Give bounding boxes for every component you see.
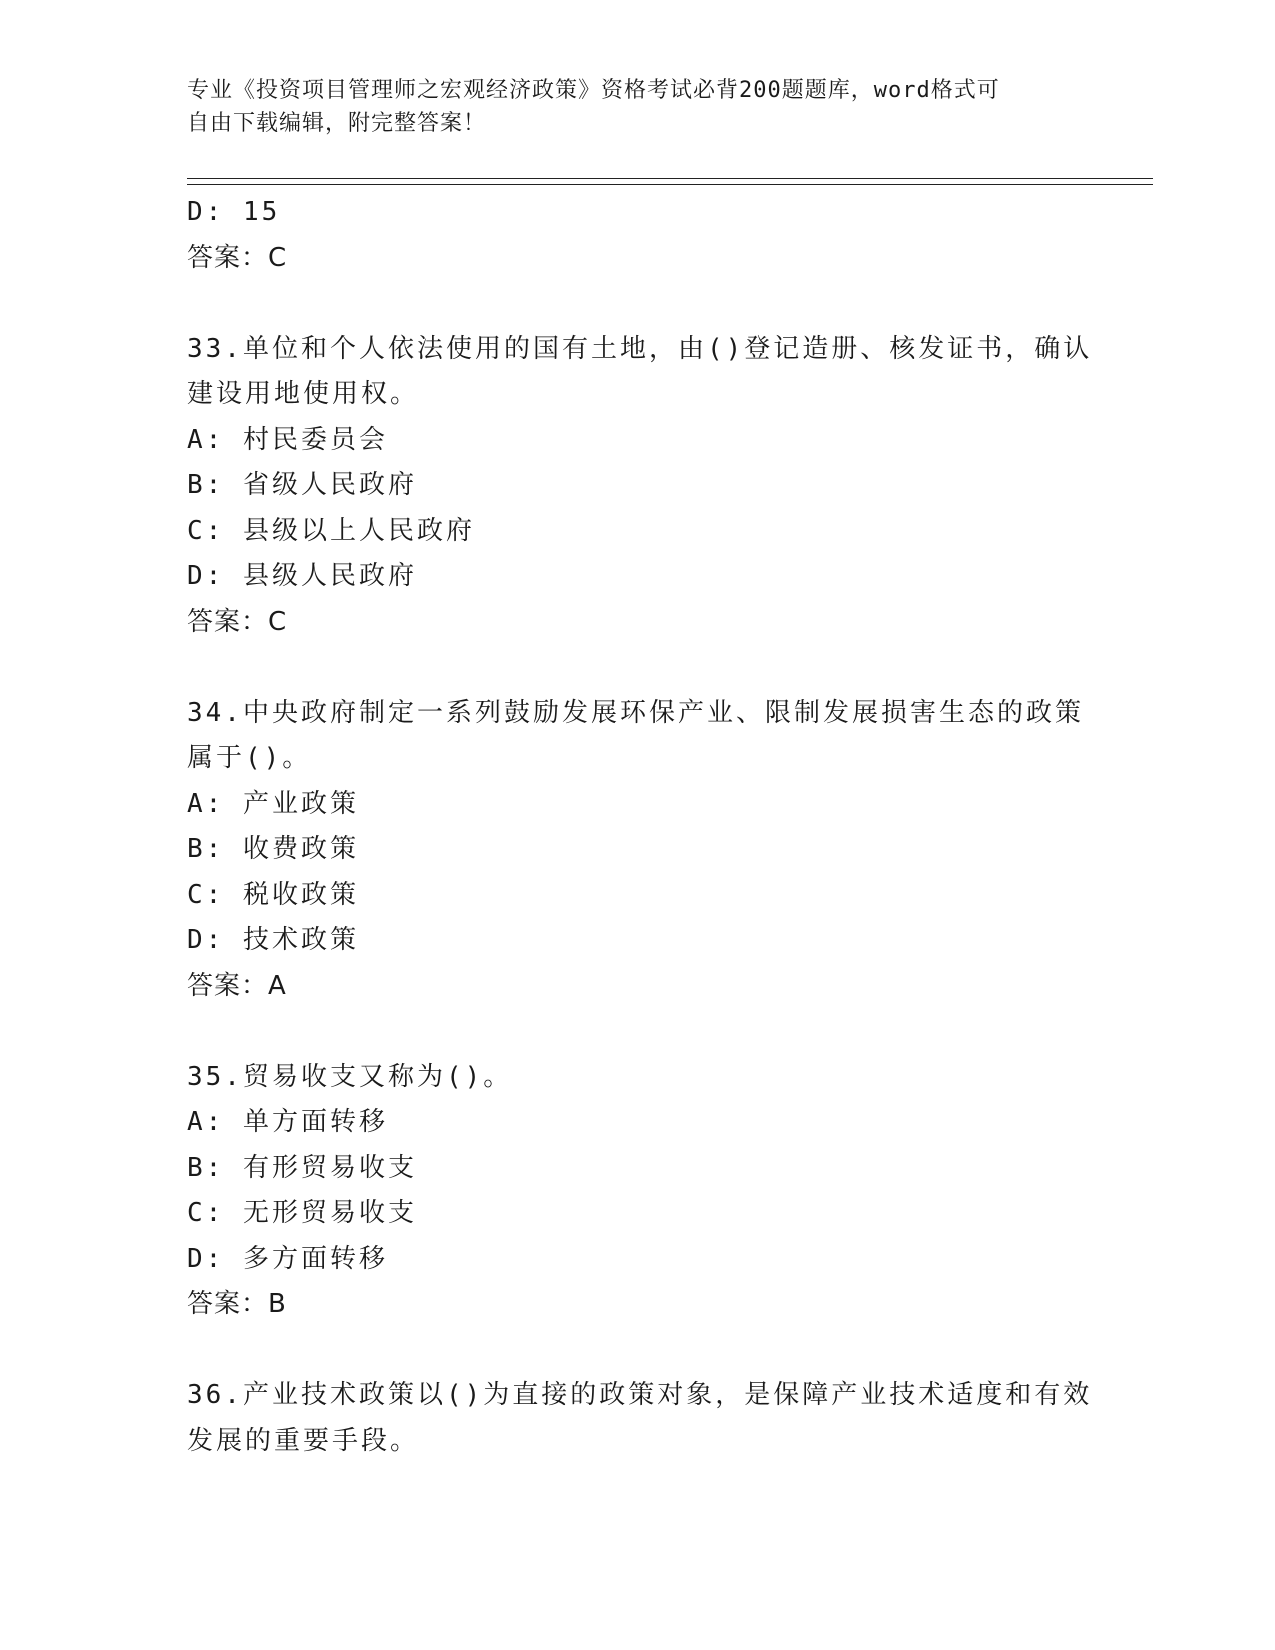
question-text-cont: 建设用地使用权。 [187, 379, 420, 409]
option-b: B: 省级人民政府 [187, 470, 417, 500]
header-divider-bottom [187, 184, 1153, 185]
question-text-cont: 属于()。 [187, 743, 312, 773]
answer: 答案：B [187, 1289, 287, 1319]
option-b: B: 收费政策 [187, 834, 359, 864]
option-d: D: 技术政策 [187, 925, 359, 955]
answer: 答案：C [187, 242, 288, 273]
option-c: C: 无形贸易收支 [187, 1198, 417, 1228]
question-34 [187, 691, 1087, 1010]
page-header [187, 74, 1087, 140]
question-list [187, 190, 1093, 1464]
question-text: 36.产业技术政策以()为直接的政策对象，是保障产业技术适度和有效 [187, 1380, 1093, 1410]
option-c: C: 县级以上人民政府 [187, 515, 475, 546]
answer: 答案：A [187, 970, 287, 1001]
option-a: A: 产业政策 [187, 788, 359, 819]
question-text: 34.中央政府制定一系列鼓励发展环保产业、限制发展损害生态的政策 [187, 697, 1084, 728]
option-a: A: 单方面转移 [187, 1107, 388, 1137]
question-text: 35.贸易收支又称为()。 [187, 1061, 513, 1092]
header-line-1: 专业《投资项目管理师之宏观经济政策》资格考试必背200题题库，word格式可 [187, 78, 1000, 103]
option-d: D: 多方面转移 [187, 1243, 388, 1274]
option-a: A: 村民委员会 [187, 424, 388, 455]
header-line-2: 自由下载编辑，附完整答案！ [187, 111, 487, 136]
option-b: B: 有形贸易收支 [187, 1152, 417, 1183]
question-36 [187, 1373, 1093, 1464]
question-text: 33.单位和个人依法使用的国有土地，由()登记造册、核发证书，确认 [187, 333, 1093, 364]
answer: 答案：C [187, 606, 288, 637]
option-d: D: 15 [187, 197, 281, 227]
header-divider-top [187, 178, 1153, 179]
question-33 [187, 327, 1093, 646]
option-c: C: 税收政策 [187, 879, 359, 910]
question-35 [187, 1055, 1087, 1328]
question-text-cont: 发展的重要手段。 [187, 1425, 420, 1456]
previous-question-tail [187, 190, 1087, 281]
option-d: D: 县级人民政府 [187, 561, 417, 591]
